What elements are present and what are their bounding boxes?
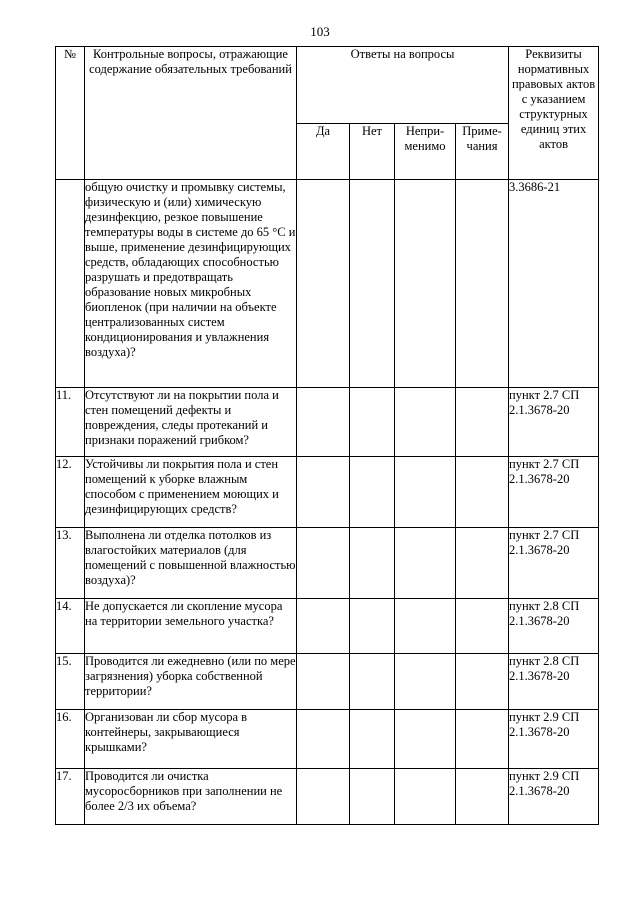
row-question: Отсутствуют ли на покрытии пола и стен помещений дефекты и повреждения, следы протеканий и признаки поражений грибком?: [85, 388, 297, 457]
table-row: [56, 528, 599, 599]
row-requisite: пункт 2.7 СП 2.1.3678-20: [509, 388, 599, 457]
table-row: [56, 457, 599, 528]
row-question: общую очистку и промывку системы, физическую и (или) химическую дезинфекцию, резкое повышение температуры воды в системе до 65 °С и выше, применение дезинфицирующих средств, обладающих способностью разрушать и предотвращать образование новых микробных биопленок (при наличии на объекте централизованных систем кондиционирования и увлажнения воздуха)?: [85, 180, 297, 388]
answer-cell-notes: [456, 388, 509, 457]
answer-cell-notes: [456, 654, 509, 710]
row-requisite: пункт 2.9 СП 2.1.3678-20: [509, 710, 599, 769]
answer-cell-notes: [456, 599, 509, 654]
page-number: 103: [310, 24, 330, 39]
answer-cell-not-applicable: [395, 457, 456, 528]
header-answers: Ответы на вопросы: [297, 47, 509, 124]
row-question: Устойчивы ли покрытия пола и стен помещений к уборке влажным способом с применением моющих и дезинфицирующих средств?: [85, 457, 297, 528]
table-row: [56, 599, 599, 654]
header-requisites: Реквизиты нормативных правовых актов с указанием структурных единиц этих актов: [509, 47, 599, 180]
answer-cell-no: [350, 769, 395, 825]
table-row: [56, 654, 599, 710]
header-num: №: [56, 47, 85, 180]
row-number: 12.: [56, 457, 85, 528]
row-number: 16.: [56, 710, 85, 769]
answer-cell-not-applicable: [395, 388, 456, 457]
row-question: Не допускается ли скопление мусора на территории земельного участка?: [85, 599, 297, 654]
answer-cell-no: [350, 528, 395, 599]
header-row: [56, 47, 599, 124]
answer-cell-not-applicable: [395, 180, 456, 388]
answer-cell-no: [350, 457, 395, 528]
row-requisite: пункт 2.8 СП 2.1.3678-20: [509, 599, 599, 654]
answer-cell-no: [350, 180, 395, 388]
answer-cell-yes: [297, 457, 350, 528]
answer-cell-yes: [297, 180, 350, 388]
answer-cell-yes: [297, 710, 350, 769]
answer-cell-not-applicable: [395, 710, 456, 769]
answer-cell-notes: [456, 528, 509, 599]
answer-cell-yes: [297, 769, 350, 825]
answer-cell-not-applicable: [395, 654, 456, 710]
header-answer-notes: Приме- чания: [456, 124, 509, 180]
row-requisite: 3.3686-21: [509, 180, 599, 388]
table-row: [56, 388, 599, 457]
answer-cell-notes: [456, 457, 509, 528]
row-number: 15.: [56, 654, 85, 710]
header-answer-yes: Да: [297, 124, 350, 180]
table-row: [56, 180, 599, 388]
answer-cell-yes: [297, 599, 350, 654]
header-answer-not-applicable: Непри- менимо: [395, 124, 456, 180]
answer-cell-notes: [456, 180, 509, 388]
table-row: [56, 769, 599, 825]
row-question: Организован ли сбор мусора в контейнеры, закрывающиеся крышками?: [85, 710, 297, 769]
checklist-table: [55, 46, 599, 825]
answer-cell-no: [350, 710, 395, 769]
answer-cell-no: [350, 599, 395, 654]
row-question: Проводится ли очистка мусоросборников при заполнении не более 2/3 их объема?: [85, 769, 297, 825]
answer-cell-not-applicable: [395, 769, 456, 825]
row-question: Проводится ли ежедневно (или по мере загрязнения) уборка собственной территории?: [85, 654, 297, 710]
table-row: [56, 710, 599, 769]
answer-cell-not-applicable: [395, 528, 456, 599]
row-number: 17.: [56, 769, 85, 825]
answer-cell-notes: [456, 769, 509, 825]
header-question: Контрольные вопросы, отражающие содержание обязательных требований: [85, 47, 297, 180]
answer-cell-notes: [456, 710, 509, 769]
row-question: Выполнена ли отделка потолков из влагостойких материалов (для помещений с повышенной влажностью воздуха)?: [85, 528, 297, 599]
answer-cell-no: [350, 388, 395, 457]
row-requisite: пункт 2.7 СП 2.1.3678-20: [509, 457, 599, 528]
row-requisite: пункт 2.7 СП 2.1.3678-20: [509, 528, 599, 599]
answer-cell-yes: [297, 654, 350, 710]
row-requisite: пункт 2.8 СП 2.1.3678-20: [509, 654, 599, 710]
header-answer-no: Нет: [350, 124, 395, 180]
row-number: 13.: [56, 528, 85, 599]
row-number: 11.: [56, 388, 85, 457]
row-number: 14.: [56, 599, 85, 654]
row-number: [56, 180, 85, 388]
answer-cell-yes: [297, 528, 350, 599]
answer-cell-not-applicable: [395, 599, 456, 654]
answer-cell-no: [350, 654, 395, 710]
row-requisite: пункт 2.9 СП 2.1.3678-20: [509, 769, 599, 825]
answer-cell-yes: [297, 388, 350, 457]
